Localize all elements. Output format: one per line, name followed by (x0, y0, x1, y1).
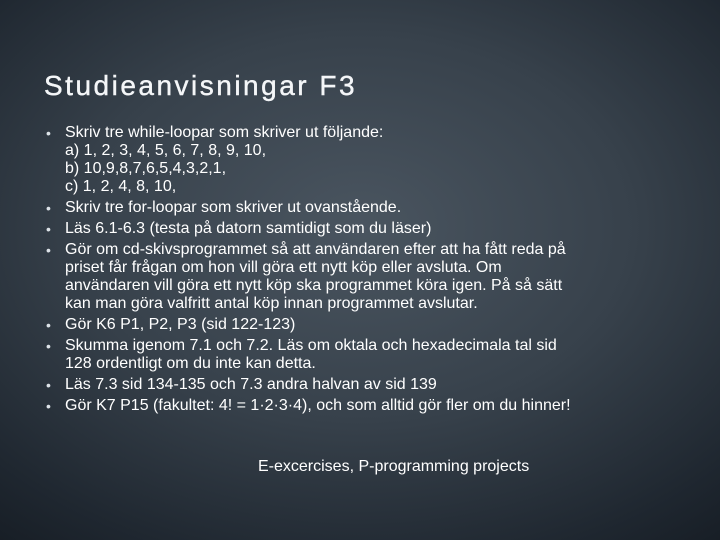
bullet-line: Skumma igenom 7.1 och 7.2. Läs om oktala och hexadecimala tal sid (65, 337, 557, 354)
bullet-line: användaren vill göra ett nytt köp ska programmet köra igen. På så sätt (65, 277, 563, 294)
bullet-line: b) 10,9,8,7,6,5,4,3,2,1, (65, 160, 227, 177)
bullet-marker: • (46, 242, 51, 258)
bullet-item (46, 316, 686, 334)
bullet-line: 128 ordentligt om du inte kan detta. (65, 355, 316, 372)
bullet-item (46, 199, 686, 217)
bullet-item (46, 337, 686, 373)
slide-title: Studieanvisningar F3 (44, 70, 358, 101)
bullet-marker: • (46, 398, 51, 414)
bullet-item (46, 241, 686, 313)
bullet-line: Gör K7 P15 (fakultet: 4! = 1·2·3·4), och som alltid gör fler om du hinner! (65, 397, 571, 414)
bullet-line: Läs 7.3 sid 134-135 och 7.3 andra halvan av sid 139 (65, 376, 437, 393)
bullet-marker: • (46, 377, 51, 393)
bullet-line: Gör K6 P1, P2, P3 (sid 122-123) (65, 316, 296, 333)
slide-footer: E-excercises, P-programming projects (258, 458, 530, 475)
bullet-marker: • (46, 125, 51, 141)
bullet-marker: • (46, 317, 51, 333)
bullet-marker: • (46, 221, 51, 237)
bullet-line: Läs 6.1-6.3 (testa på datorn samtidigt som du läser) (65, 220, 432, 237)
bullet-item (46, 397, 686, 415)
bullet-marker: • (46, 200, 51, 216)
bullet-line: c) 1, 2, 4, 8, 10, (65, 178, 177, 195)
bullet-list (46, 124, 686, 418)
bullet-line: kan man göra valfritt antal köp innan programmet avslutar. (65, 295, 478, 312)
bullet-line: Skriv tre while-loopar som skriver ut följande: (65, 124, 384, 141)
bullet-marker: • (46, 338, 51, 354)
bullet-item (46, 124, 686, 196)
bullet-line: a) 1, 2, 3, 4, 5, 6, 7, 8, 9, 10, (65, 142, 267, 159)
bullet-line: Gör om cd-skivsprogrammet så att användaren efter att ha fått reda på (65, 241, 566, 258)
bullet-item (46, 220, 686, 238)
bullet-line: priset får frågan om hon vill göra ett nytt köp eller avsluta. Om (65, 259, 502, 276)
bullet-line: Skriv tre for-loopar som skriver ut ovanstående. (65, 199, 402, 216)
bullet-item (46, 376, 686, 394)
